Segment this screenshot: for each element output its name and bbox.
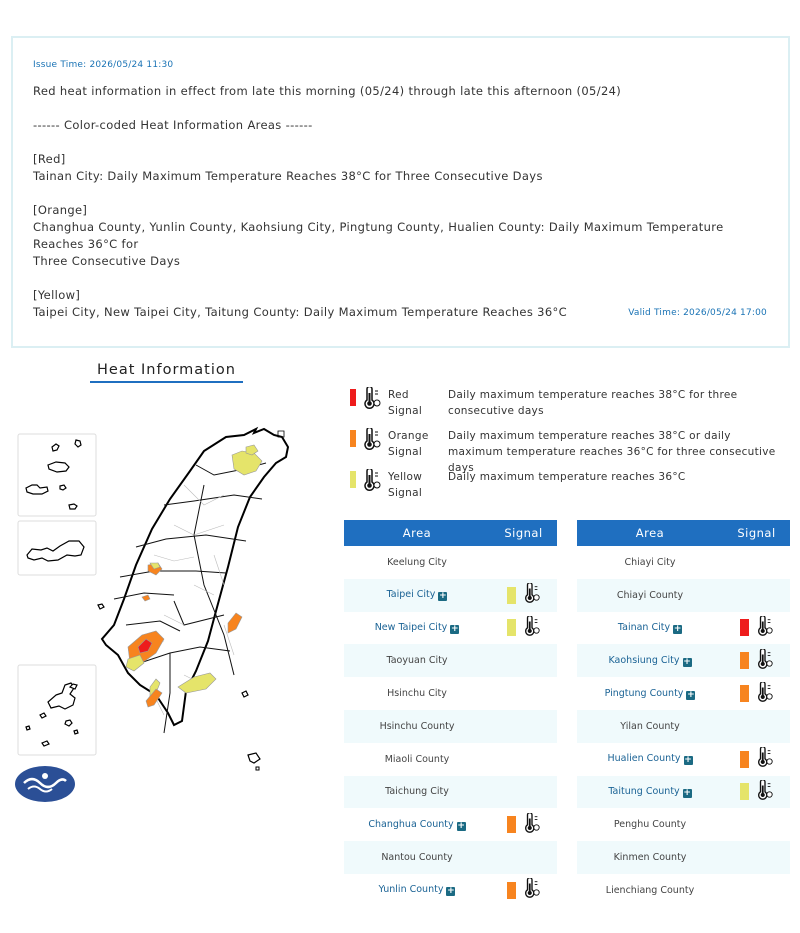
- signal-swatch-orange: [507, 882, 516, 899]
- plus-square-icon[interactable]: +: [457, 820, 465, 831]
- red-label: [Red]: [33, 152, 66, 166]
- heat-notice-panel: [11, 36, 790, 348]
- table-row: [344, 841, 557, 874]
- table-row[interactable]: [577, 644, 790, 677]
- area-name: [577, 721, 723, 732]
- area-label[interactable]: Taipei City: [386, 589, 436, 601]
- area-label[interactable]: Hualien County: [607, 753, 681, 765]
- area-signal-table-left: [344, 520, 557, 907]
- signal-swatch-yellow: [507, 619, 516, 636]
- signal-swatch-orange: [740, 652, 749, 669]
- area-signal-table-right: [577, 520, 790, 907]
- area-label: Taichung City: [385, 786, 449, 798]
- legend-swatch-red: [350, 389, 356, 406]
- legend-desc-yellow: Daily maximum temperature reaches 36°C: [448, 471, 686, 483]
- plus-square-icon[interactable]: +: [684, 755, 692, 766]
- signal-cell: [490, 813, 557, 837]
- area-label[interactable]: Tainan City: [617, 621, 671, 633]
- signal-cell: [723, 747, 790, 771]
- yellow-text: Taipei City, New Taipei City, Taitung County: Daily Maximum Temperature Reaches 36°C: [33, 305, 567, 319]
- signal-legend: [348, 386, 788, 509]
- signal-swatch-red: [740, 619, 749, 636]
- notice-section-header: ------ Color-coded Heat Information Areas ------: [33, 118, 313, 132]
- thermometer-icon: [523, 616, 541, 640]
- table-row[interactable]: [344, 612, 557, 645]
- table-header: [344, 520, 557, 546]
- table-row[interactable]: [577, 612, 790, 645]
- area-name[interactable]: [577, 786, 723, 798]
- thermometer-icon: [362, 469, 382, 495]
- table-row: [344, 710, 557, 743]
- legend-row-yellow: [348, 468, 788, 509]
- area-name[interactable]: [577, 753, 723, 765]
- lesser-orchid-island: [256, 767, 259, 770]
- table-row[interactable]: [577, 677, 790, 710]
- signal-cell: [490, 616, 557, 640]
- legend-row-red: [348, 386, 788, 427]
- area-label[interactable]: Kaohsiung City: [608, 654, 680, 666]
- taiwan-map-svg: [14, 425, 314, 805]
- plus-square-icon[interactable]: +: [673, 623, 682, 634]
- orange-text-line-2: Three Consecutive Days: [33, 254, 181, 268]
- area-label[interactable]: New Taipei City: [374, 621, 448, 633]
- green-island: [242, 691, 248, 697]
- table-header: [577, 520, 790, 546]
- signal-column-header: Signal: [737, 526, 776, 540]
- table-row[interactable]: [344, 579, 557, 612]
- table-row: [577, 579, 790, 612]
- yellow-label: [Yellow]: [33, 288, 81, 302]
- plus-square-icon[interactable]: +: [683, 787, 691, 798]
- plus-square-icon[interactable]: +: [439, 591, 447, 602]
- orange-label: [Orange]: [33, 203, 88, 217]
- signal-cell: [490, 878, 557, 902]
- area-column-header: Area: [635, 526, 665, 540]
- area-name: [577, 590, 723, 601]
- thermometer-icon: [756, 616, 774, 640]
- area-name: [344, 655, 490, 666]
- table-row: [344, 546, 557, 579]
- area-label: Chiayi County: [616, 589, 684, 601]
- inset-box-penghu: [18, 665, 96, 755]
- thermometer-icon: [756, 649, 774, 673]
- area-name[interactable]: [577, 622, 723, 634]
- table-row: [577, 710, 790, 743]
- area-label: Yilan County: [620, 720, 680, 732]
- area-label[interactable]: Yunlin County: [378, 884, 444, 896]
- area-name[interactable]: [577, 655, 723, 667]
- legend-swatch-yellow: [350, 471, 356, 488]
- orange-text-line-1: Changhua County, Yunlin County, Kaohsiung City, Pingtung County, Hualien County: Daily Maximum Temperature Reaches 36°C for: [33, 220, 724, 251]
- signal-cell: [723, 649, 790, 673]
- area-label[interactable]: Changhua County: [368, 818, 454, 830]
- cwa-logo: [14, 765, 76, 807]
- area-label: Keelung City: [387, 556, 447, 568]
- area-name: [344, 557, 490, 568]
- thermometer-icon: [523, 878, 541, 902]
- issue-time: Issue Time: 2026/05/24 11:30: [33, 60, 174, 70]
- plus-square-icon[interactable]: +: [447, 886, 455, 897]
- legend-name-yellow: Yellow Signal: [388, 471, 423, 499]
- area-label: Hsinchu City: [387, 688, 447, 700]
- area-label: Lienchiang County: [605, 884, 695, 896]
- signal-column-header: Signal: [504, 526, 543, 540]
- table-row: [577, 546, 790, 579]
- table-row: [344, 743, 557, 776]
- table-row: [577, 808, 790, 841]
- area-label: Penghu County: [613, 819, 687, 831]
- area-label: Kinmen County: [613, 852, 687, 864]
- area-name[interactable]: [577, 688, 723, 700]
- area-name[interactable]: [344, 819, 490, 831]
- signal-cell: [723, 616, 790, 640]
- thermometer-icon: [362, 387, 382, 413]
- heat-area-hualien[interactable]: [228, 613, 242, 633]
- table-row: [344, 776, 557, 809]
- area-name[interactable]: [344, 589, 490, 601]
- legend-desc-orange: Daily maximum temperature reaches 38°C or daily maximum temperature reaches 36°C for three consecutive days: [448, 430, 776, 474]
- thermometer-icon: [523, 813, 541, 837]
- table-row: [344, 644, 557, 677]
- table-row: [577, 841, 790, 874]
- area-column-header: Area: [402, 526, 432, 540]
- area-name: [344, 688, 490, 699]
- orchid-island: [248, 753, 260, 763]
- thermometer-icon: [523, 583, 541, 607]
- islet-west: [98, 604, 104, 609]
- valid-time: Valid Time: 2026/05/24 17:00: [628, 308, 767, 318]
- area-name: [577, 885, 723, 896]
- legend-name-orange: Orange Signal: [388, 430, 429, 458]
- thermometer-icon: [756, 747, 774, 771]
- area-label[interactable]: Taitung County: [608, 785, 680, 797]
- area-name: [344, 754, 490, 765]
- area-label: Hsinchu County: [379, 720, 455, 732]
- notice-summary: Red heat information in effect from late this morning (05/24) through late this afternoon (05/24): [33, 84, 622, 98]
- signal-swatch-orange: [507, 816, 516, 833]
- thermometer-icon: [756, 780, 774, 804]
- thermometer-icon: [756, 682, 774, 706]
- legend-swatch-orange: [350, 430, 356, 447]
- area-name: [344, 786, 490, 797]
- table-row[interactable]: [344, 874, 557, 907]
- area-name[interactable]: [344, 622, 490, 634]
- signal-swatch-orange: [740, 685, 749, 702]
- plus-square-icon[interactable]: +: [687, 689, 695, 700]
- signal-cell: [723, 780, 790, 804]
- area-name: [577, 557, 723, 568]
- area-name[interactable]: [344, 884, 490, 896]
- plus-square-icon[interactable]: +: [451, 623, 459, 634]
- signal-cell: [723, 682, 790, 706]
- area-name: [344, 852, 490, 863]
- area-label: Miaoli County: [384, 753, 450, 765]
- legend-name-red: Red Signal: [388, 389, 423, 417]
- red-text: Tainan City: Daily Maximum Temperature Reaches 38°C for Three Consecutive Days: [33, 169, 543, 183]
- table-row[interactable]: [344, 808, 557, 841]
- signal-cell: [490, 583, 557, 607]
- heat-information-title: Heat Information: [90, 362, 243, 383]
- legend-desc-red: Daily maximum temperature reaches 38°C for three consecutive days: [448, 389, 738, 417]
- table-row[interactable]: [577, 743, 790, 776]
- area-label[interactable]: Pingtung County: [604, 687, 684, 699]
- signal-swatch-yellow: [740, 783, 749, 800]
- signal-swatch-orange: [740, 751, 749, 768]
- table-row: [344, 677, 557, 710]
- taiwan-heat-map[interactable]: [14, 425, 314, 805]
- signal-swatch-yellow: [507, 587, 516, 604]
- area-name: [577, 852, 723, 863]
- legend-row-orange: [348, 427, 788, 474]
- area-label: Taoyuan City: [386, 655, 448, 667]
- area-name: [344, 721, 490, 732]
- area-name: [577, 819, 723, 830]
- plus-square-icon[interactable]: +: [683, 656, 691, 667]
- table-row[interactable]: [577, 776, 790, 809]
- thermometer-icon: [362, 428, 382, 454]
- area-label: Chiayi City: [624, 556, 676, 568]
- table-row: [577, 874, 790, 907]
- area-label: Nantou County: [381, 852, 453, 864]
